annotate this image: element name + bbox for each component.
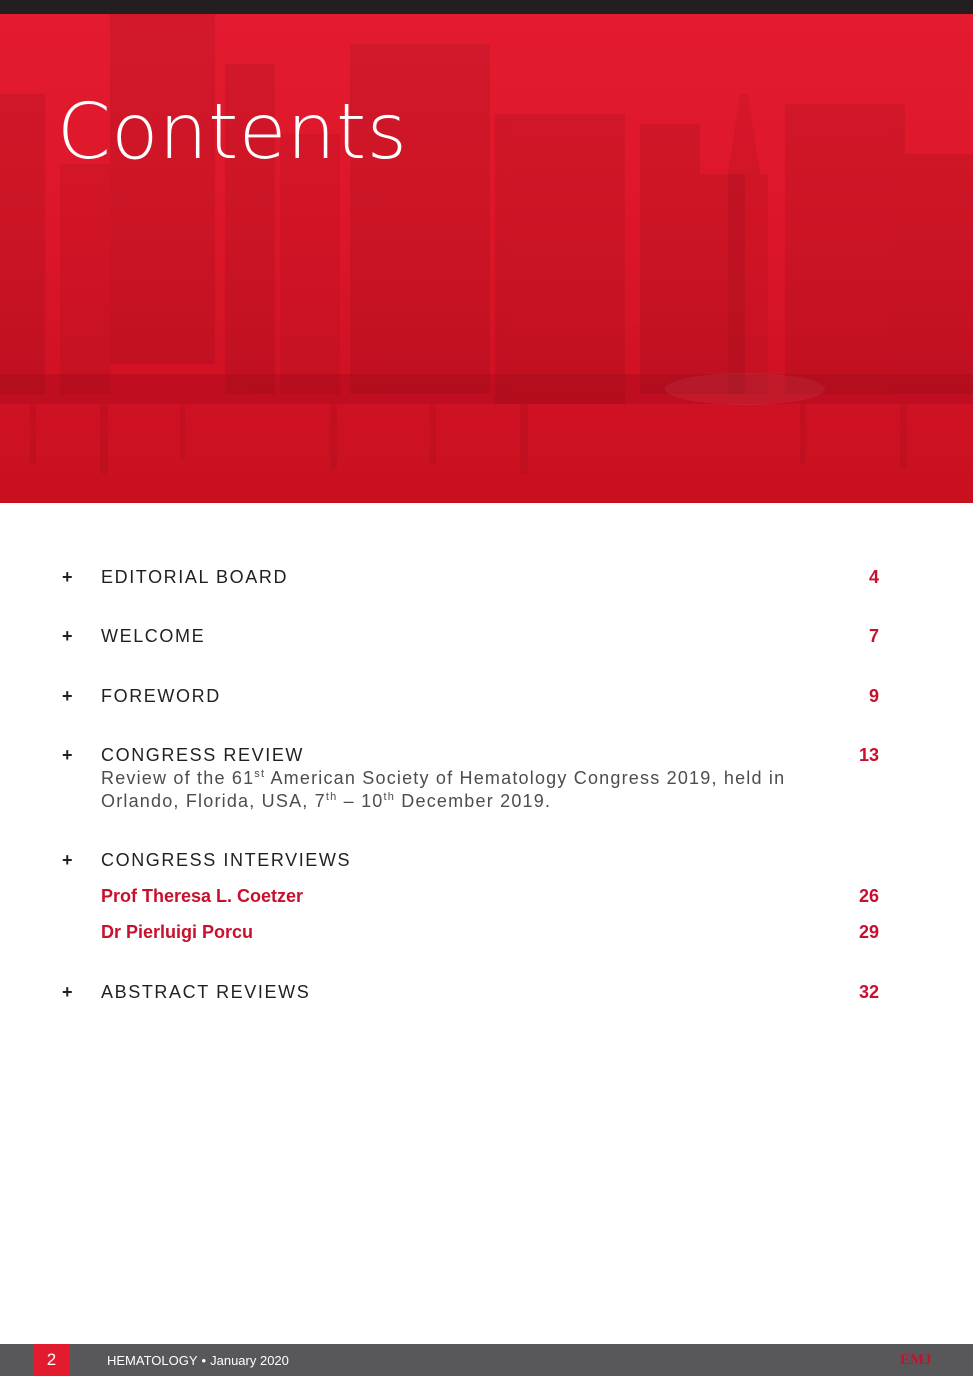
page-title: Contents: [57, 88, 408, 177]
toc-page-number: 7: [868, 626, 879, 646]
interview-name: Dr Pierluigi Porcu: [101, 922, 254, 942]
footer-page-number: 2: [33, 1344, 70, 1376]
top-bar: [0, 0, 973, 14]
toc-heading: ABSTRACT REVIEWS: [101, 982, 311, 1002]
toc-heading: WELCOME: [101, 626, 206, 646]
toc-page-number: 26: [858, 886, 879, 906]
plus-icon: +: [62, 982, 73, 1002]
header-banner: [0, 14, 973, 503]
toc-heading: CONGRESS INTERVIEWS: [101, 850, 352, 870]
toc-page-number: 4: [868, 567, 879, 587]
plus-icon: +: [62, 567, 73, 587]
issue-date: January 2020: [210, 1353, 289, 1368]
toc-page-number: 13: [858, 745, 879, 765]
plus-icon: +: [62, 745, 73, 765]
footer-journal-info: [107, 1353, 289, 1369]
plus-icon: +: [62, 626, 73, 646]
toc-page-number: 32: [858, 982, 879, 1002]
interview-name: Prof Theresa L. Coetzer: [101, 886, 304, 906]
toc-heading: EDITORIAL BOARD: [101, 567, 289, 587]
plus-icon: +: [62, 686, 73, 706]
congress-review-description: Review of the 61st American Society of Hematology Congress 2019, held in Orlando, Florida, USA, 7th – 10th December 2019.: [101, 768, 786, 811]
toc-heading: FOREWORD: [101, 686, 221, 706]
toc-page-number: 9: [868, 686, 879, 706]
toc-page-number: 29: [858, 922, 879, 942]
emj-logo: EMJ: [900, 1352, 932, 1368]
page-footer: [0, 1344, 973, 1376]
plus-icon: +: [62, 850, 73, 870]
separator-dot: •: [201, 1353, 207, 1368]
journal-name: HEMATOLOGY: [107, 1353, 198, 1368]
toc-heading: CONGRESS REVIEW: [101, 745, 305, 765]
